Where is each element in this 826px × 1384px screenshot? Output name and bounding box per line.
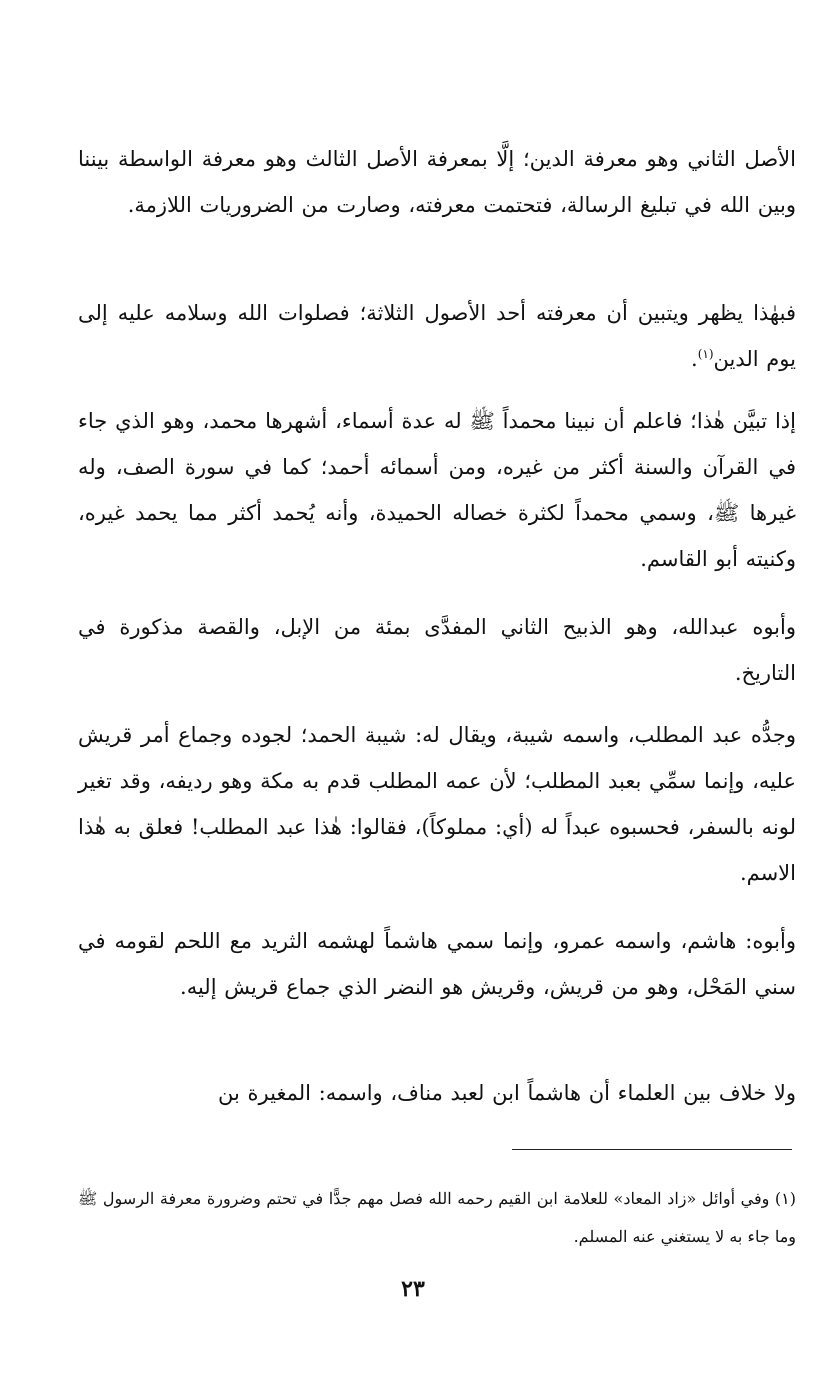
paragraph-5: وجدُّه عبد المطلب، واسمه شيبة، ويقال له: شيبة الحمد؛ لجوده وجماع أمر قريش عليه، وإنما سمِّي بعبد المطلب؛ لأن عمه المطلب قدم به مكة وهو رديفه، وقد تغير لونه بالسفر، فحسبوه عبداً له (أي: مملوكاً)، فقالوا: هٰذا عبد المطلب! فعلق به هٰذا الاسم.: [78, 723, 796, 885]
paragraph-3: إذا تبيَّن هٰذا؛ فاعلم أن نبينا محمداً ﷺ له عدة أسماء، أشهرها محمد، وهو الذي جاء في القرآن والسنة أكثر من غيره، ومن أسمائه أحمد؛ كما في سورة الصف، وله غيرها ﷺ، وسمي محمداً لكثرة خصاله الحميدة، وأنه يُحمد أكثر مما يحمد غيره، وكنيته أبو القاسم.: [78, 409, 796, 571]
paragraph-2-text: فبهٰذا يظهر ويتبين أن معرفته أحد الأصول الثلاثة؛ فصلوات الله وسلامه عليه إلى يوم الدين: [78, 301, 796, 371]
page-number: ٢٣: [401, 1276, 425, 1302]
paragraph-6: وأبوه: هاشم، واسمه عمرو، وإنما سمي هاشماً لهشمه الثريد مع اللحم لقومه في سني المَحْل، وهو من قريش، وقريش هو النضر الذي جماع قريش إليه.: [78, 929, 796, 999]
paragraph-7: ولا خلاف بين العلماء أن هاشماً ابن لعبد مناف، واسمه: المغيرة بن: [218, 1081, 796, 1105]
footnote-reference: (١): [697, 347, 714, 361]
paragraph-1: الأصل الثاني وهو معرفة الدين؛ إلَّا بمعرفة الأصل الثالث وهو معرفة الواسطة بيننا وبين الله في تبليغ الرسالة، فتحتمت معرفته، وصارت من الضروريات اللازمة.: [78, 147, 796, 217]
paragraph-4: وأبوه عبدالله، وهو الذبيح الثاني المفدَّى بمئة من الإبل، والقصة مذكورة في التاريخ.: [78, 615, 796, 685]
paragraph-2: [78, 290, 796, 382]
paragraph-2-ending: .: [691, 347, 698, 371]
footnote-divider: [512, 1149, 792, 1150]
footnote: (١) وفي أوائل «زاد المعاد» للعلامة ابن القيم رحمه الله فصل مهم جدًّا في تحتم وضرورة معرفة الرسول ﷺ وما جاء به لا يستغني عنه المسلم.: [78, 1189, 796, 1246]
